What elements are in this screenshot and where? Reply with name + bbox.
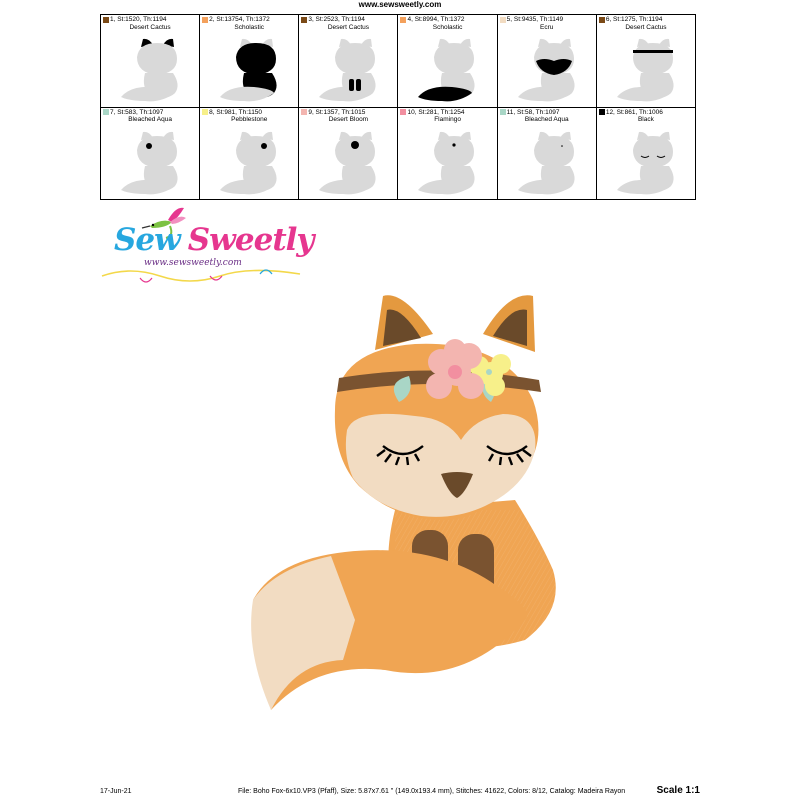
color-stop-preview — [200, 126, 298, 200]
color-stop-cell — [597, 108, 696, 201]
color-stop-header — [400, 109, 494, 127]
color-stop-label: 10, St:281, Th:1254 — [407, 108, 465, 116]
thread-swatch — [599, 17, 605, 23]
color-stop-preview — [299, 33, 397, 107]
color-stop-label: 5, St:9435, Th:1149 — [506, 16, 564, 23]
thread-swatch — [599, 109, 605, 115]
color-stop-header — [202, 109, 296, 127]
color-stop-label: 7, St:583, Th:1097 — [110, 108, 164, 116]
color-stop-grid — [100, 14, 696, 200]
color-stop-label: 12, St:861, Th:1006 — [605, 108, 663, 116]
color-stop-header — [103, 109, 197, 127]
thread-name: Ecru — [540, 23, 554, 31]
logo-url: www.sewsweetly.com — [144, 258, 242, 268]
thread-name: Desert Cactus — [129, 23, 171, 31]
color-stop-label: 9, St:1357, Th:1015 — [308, 108, 366, 116]
thread-swatch — [301, 109, 307, 115]
color-stop-cell — [398, 108, 497, 201]
color-stop-header — [599, 16, 693, 34]
site-url: www.sewsweetly.com — [358, 0, 442, 9]
color-stop-header — [599, 109, 693, 127]
color-stop-header — [500, 16, 594, 34]
color-stop-preview — [398, 33, 496, 107]
color-stop-label: 4, St:8994, Th:1372 — [407, 16, 465, 23]
color-stop-preview — [597, 126, 695, 200]
thread-name: Black — [637, 116, 654, 123]
thread-swatch — [500, 109, 506, 115]
footer — [100, 786, 700, 798]
color-stop-preview — [101, 126, 199, 200]
color-stop-preview — [299, 126, 397, 200]
color-stop-header — [500, 109, 594, 127]
thread-swatch — [400, 109, 406, 115]
color-stop-preview — [200, 33, 298, 107]
thread-swatch — [202, 17, 208, 23]
color-stop-cell — [299, 15, 398, 108]
thread-swatch — [500, 17, 506, 23]
color-stop-cell — [101, 108, 200, 201]
thread-name: Desert Cactus — [327, 23, 369, 31]
footer-scale: Scale 1:1 — [656, 785, 700, 796]
thread-name: Desert Cactus — [625, 23, 667, 31]
color-stop-preview — [398, 126, 496, 200]
color-stop-cell — [200, 108, 299, 201]
color-stop-label: 2, St:13754, Th:1372 — [209, 16, 270, 23]
footer-date: 17-Jun-21 — [100, 788, 132, 795]
thread-swatch — [400, 17, 406, 23]
color-stop-label: 11, St:58, Th:1097 — [506, 108, 560, 116]
color-stop-label: 1, St:1520, Th:1194 — [110, 16, 167, 23]
color-stop-header — [301, 16, 395, 34]
thread-swatch — [301, 17, 307, 23]
color-stop-header — [103, 16, 197, 34]
color-stop-cell — [398, 15, 497, 108]
color-stop-header — [400, 16, 494, 34]
logo-sew: Sew — [114, 222, 180, 258]
thread-name: Desert Bloom — [328, 116, 369, 123]
color-stop-label: 6, St:1275, Th:1194 — [605, 16, 663, 23]
thread-name: Scholastic — [432, 23, 463, 31]
tail-tip — [251, 556, 355, 710]
color-stop-cell — [299, 108, 398, 201]
color-stop-preview — [101, 33, 199, 107]
color-stop-cell — [498, 108, 597, 201]
thread-name: Scholastic — [234, 23, 265, 31]
fox-embroidery-design — [235, 290, 565, 730]
color-stop-preview — [597, 33, 695, 107]
color-stop-header — [301, 109, 395, 127]
thread-swatch — [103, 109, 109, 115]
color-stop-preview — [498, 126, 596, 200]
thread-swatch — [103, 17, 109, 23]
thread-swatch — [202, 109, 208, 115]
thread-name: Bleached Aqua — [128, 116, 172, 123]
thread-name: Flamingo — [434, 116, 461, 123]
thread-name: Pebblestone — [231, 116, 268, 123]
sew-sweetly-logo — [100, 208, 314, 286]
logo-sweetly: Sweetly — [187, 222, 314, 258]
color-stop-header — [202, 16, 296, 34]
thread-name: Bleached Aqua — [524, 116, 569, 123]
color-stop-label: 3, St:2523, Th:1194 — [308, 16, 365, 23]
logo-wordmark — [114, 222, 313, 258]
color-stop-preview — [498, 33, 596, 107]
color-stop-cell — [597, 15, 696, 108]
color-stop-cell — [101, 15, 200, 108]
color-stop-label: 8, St:981, Th:1150 — [209, 108, 263, 116]
footer-file-info: File: Boho Fox-6x10.VP3 (Pfaff), Size: 5.87x7.61 " (149.0x193.4 mm), Stitches: 41622, Colors: 8/12, Catalog: Madeira Rayon — [238, 788, 626, 795]
color-stop-cell — [498, 15, 597, 108]
logo-swirl-decoration — [100, 264, 305, 286]
color-stop-cell — [200, 15, 299, 108]
